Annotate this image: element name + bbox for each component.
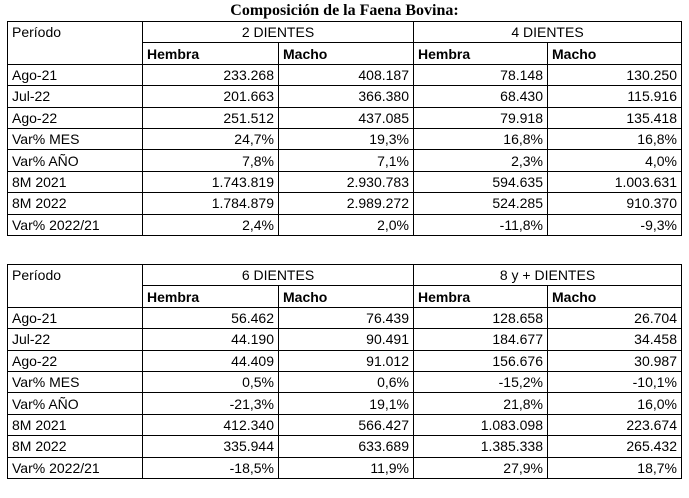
- table-cell: 4,0%: [548, 150, 682, 171]
- table-2-4-dientes: [7, 21, 682, 236]
- sub-header: Hembra: [414, 286, 548, 307]
- table-cell: 366.380: [279, 86, 414, 107]
- table-cell: 16,0%: [548, 393, 682, 414]
- group-header: 8 y + DIENTES: [414, 265, 682, 286]
- table-cell: 27,9%: [414, 457, 548, 478]
- table-cell: 2.989.272: [279, 193, 414, 214]
- table-row: [8, 128, 682, 149]
- table-row: [8, 150, 682, 171]
- table-cell: 68.430: [414, 86, 548, 107]
- table-cell: 26.704: [548, 307, 682, 328]
- row-label: Ago-21: [8, 307, 143, 328]
- table-row: [8, 86, 682, 107]
- table-cell: 335.944: [143, 436, 279, 457]
- table-cell: 78.148: [414, 64, 548, 85]
- row-label: Ago-21: [8, 64, 143, 85]
- table-cell: 76.439: [279, 307, 414, 328]
- table-row: [8, 414, 682, 435]
- sub-header: Hembra: [414, 43, 548, 64]
- table-row: [8, 64, 682, 85]
- table-cell: 265.432: [548, 436, 682, 457]
- table-cell: 44.409: [143, 350, 279, 371]
- table-cell: 437.085: [279, 107, 414, 128]
- table-row: [8, 457, 682, 478]
- group-header-row: [8, 22, 682, 43]
- table-cell: 21,8%: [414, 393, 548, 414]
- row-label: Var% AÑO: [8, 393, 143, 414]
- table-cell: 19,3%: [279, 128, 414, 149]
- table-cell: -21,3%: [143, 393, 279, 414]
- row-label: 8M 2021: [8, 171, 143, 192]
- table-cell: 115.916: [548, 86, 682, 107]
- table-cell: 408.187: [279, 64, 414, 85]
- table-row: [8, 350, 682, 371]
- table-cell: 18,7%: [548, 457, 682, 478]
- table-row: [8, 214, 682, 235]
- table-cell: 1.003.631: [548, 171, 682, 192]
- row-label: Var% 2022/21: [8, 214, 143, 235]
- table-row: [8, 193, 682, 214]
- table-cell: -9,3%: [548, 214, 682, 235]
- table-cell: 0,6%: [279, 371, 414, 392]
- table-cell: 91.012: [279, 350, 414, 371]
- table-cell: 30.987: [548, 350, 682, 371]
- table-cell: 130.250: [548, 64, 682, 85]
- table-cell: 1.784.879: [143, 193, 279, 214]
- table-cell: 2,0%: [279, 214, 414, 235]
- table-cell: 0,5%: [143, 371, 279, 392]
- table-cell: -15,2%: [414, 371, 548, 392]
- table-cell: 156.676: [414, 350, 548, 371]
- group-header: 6 DIENTES: [143, 265, 414, 286]
- group-header: 2 DIENTES: [143, 22, 414, 43]
- group-header-row: [8, 265, 682, 286]
- group-header: 4 DIENTES: [414, 22, 682, 43]
- table-row: [8, 371, 682, 392]
- table-cell: 2,4%: [143, 214, 279, 235]
- table-row: [8, 307, 682, 328]
- table-cell: 1.743.819: [143, 171, 279, 192]
- table-row: [8, 107, 682, 128]
- table-cell: 2.930.783: [279, 171, 414, 192]
- sub-header: Macho: [279, 43, 414, 64]
- row-label: Jul-22: [8, 329, 143, 350]
- table-cell: 524.285: [414, 193, 548, 214]
- table-cell: 594.635: [414, 171, 548, 192]
- table-cell: 2,3%: [414, 150, 548, 171]
- row-label: Var% 2022/21: [8, 457, 143, 478]
- table-cell: 910.370: [548, 193, 682, 214]
- table-cell: -10,1%: [548, 371, 682, 392]
- table-row: [8, 393, 682, 414]
- sub-header: Macho: [548, 286, 682, 307]
- table-cell: 412.340: [143, 414, 279, 435]
- table-cell: 135.418: [548, 107, 682, 128]
- table-6-8-dientes: [7, 264, 682, 479]
- table-row: [8, 171, 682, 192]
- table-cell: 128.658: [414, 307, 548, 328]
- period-header: Período: [8, 265, 143, 308]
- table-cell: 201.663: [143, 86, 279, 107]
- table-cell: 1.083.098: [414, 414, 548, 435]
- row-label: Var% MES: [8, 371, 143, 392]
- table-cell: 79.918: [414, 107, 548, 128]
- sub-header: Macho: [279, 286, 414, 307]
- sub-header: Hembra: [143, 43, 279, 64]
- row-label: 8M 2021: [8, 414, 143, 435]
- row-label: 8M 2022: [8, 193, 143, 214]
- table-cell: 90.491: [279, 329, 414, 350]
- table-cell: 184.677: [414, 329, 548, 350]
- row-label: 8M 2022: [8, 436, 143, 457]
- table-cell: 24,7%: [143, 128, 279, 149]
- table-cell: 223.674: [548, 414, 682, 435]
- table-cell: 7,8%: [143, 150, 279, 171]
- row-label: Var% AÑO: [8, 150, 143, 171]
- table-cell: -18,5%: [143, 457, 279, 478]
- sub-header: Hembra: [143, 286, 279, 307]
- table-row: [8, 436, 682, 457]
- sub-header: Macho: [548, 43, 682, 64]
- table-cell: 566.427: [279, 414, 414, 435]
- row-label: Var% MES: [8, 128, 143, 149]
- table-cell: 34.458: [548, 329, 682, 350]
- table-cell: 1.385.338: [414, 436, 548, 457]
- row-label: Ago-22: [8, 107, 143, 128]
- row-label: Jul-22: [8, 86, 143, 107]
- table-cell: 44.190: [143, 329, 279, 350]
- table-cell: -11,8%: [414, 214, 548, 235]
- table-cell: 633.689: [279, 436, 414, 457]
- table-cell: 233.268: [143, 64, 279, 85]
- table-cell: 11,9%: [279, 457, 414, 478]
- period-header: Período: [8, 22, 143, 65]
- table-cell: 16,8%: [548, 128, 682, 149]
- table-cell: 19,1%: [279, 393, 414, 414]
- table-cell: 251.512: [143, 107, 279, 128]
- table-cell: 7,1%: [279, 150, 414, 171]
- document-title: Composición de la Faena Bovina:: [230, 2, 459, 19]
- table-cell: 16,8%: [414, 128, 548, 149]
- row-label: Ago-22: [8, 350, 143, 371]
- table-cell: 56.462: [143, 307, 279, 328]
- table-row: [8, 329, 682, 350]
